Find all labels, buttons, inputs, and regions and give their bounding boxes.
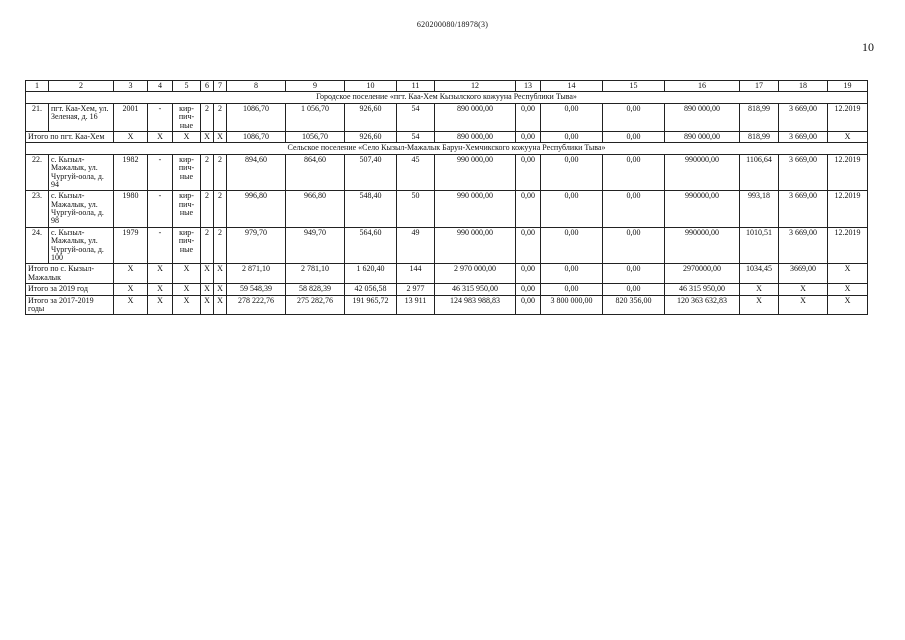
- table-cell: 49: [397, 227, 435, 264]
- table-cell: 0,00: [516, 191, 541, 228]
- table-cell: 0,00: [603, 131, 665, 142]
- table-cell: 59 548,39: [227, 284, 286, 295]
- table-cell: X: [828, 264, 868, 284]
- table-cell: 0,00: [541, 227, 603, 264]
- table-cell: 979,70: [227, 227, 286, 264]
- column-header-16: 16: [665, 81, 740, 92]
- total-label: Итого за 2019 год: [26, 284, 114, 295]
- table-cell: 12.2019: [828, 191, 868, 228]
- table-cell: X: [148, 295, 173, 315]
- table-cell: X: [114, 295, 148, 315]
- table-cell: 2970000,00: [665, 264, 740, 284]
- table-cell: 894,60: [227, 154, 286, 191]
- table-cell: -: [148, 191, 173, 228]
- column-header-1: 1: [26, 81, 49, 92]
- table-cell: кир-пич-ные: [173, 191, 201, 228]
- table-cell: 12.2019: [828, 103, 868, 131]
- column-number-row: [26, 81, 868, 92]
- table-cell: 0,00: [603, 264, 665, 284]
- column-header-18: 18: [779, 81, 828, 92]
- table-cell: 191 965,72: [345, 295, 397, 315]
- table-cell: 50: [397, 191, 435, 228]
- table-cell: 12.2019: [828, 154, 868, 191]
- table-row: [26, 227, 868, 264]
- table-cell: 0,00: [603, 154, 665, 191]
- column-header-2: 2: [49, 81, 114, 92]
- table-cell: 2 977: [397, 284, 435, 295]
- table-cell: 1979: [114, 227, 148, 264]
- table-cell: 864,60: [286, 154, 345, 191]
- table-cell: 0,00: [541, 103, 603, 131]
- subtotal-row: [26, 264, 868, 284]
- column-header-12: 12: [435, 81, 516, 92]
- total-label: Итого по пгт. Каа-Хем: [26, 131, 114, 142]
- table-cell: 966,80: [286, 191, 345, 228]
- column-header-17: 17: [740, 81, 779, 92]
- table-cell: 818,99: [740, 103, 779, 131]
- table-cell: X: [214, 284, 227, 295]
- table-cell: 990000,00: [665, 191, 740, 228]
- table-cell: 275 282,76: [286, 295, 345, 315]
- table-cell: 0,00: [516, 154, 541, 191]
- table-cell: 564,60: [345, 227, 397, 264]
- table-cell: 548,40: [345, 191, 397, 228]
- table-cell: 0,00: [603, 284, 665, 295]
- table-cell: X: [740, 295, 779, 315]
- table-cell: 1086,70: [227, 131, 286, 142]
- table-cell: 1010,51: [740, 227, 779, 264]
- table-cell: 0,00: [603, 191, 665, 228]
- table-cell: 2: [214, 154, 227, 191]
- table-cell: 990000,00: [665, 154, 740, 191]
- table-cell: 949,70: [286, 227, 345, 264]
- table-cell: X: [201, 295, 214, 315]
- table-cell: кир-пич-ные: [173, 154, 201, 191]
- total-label: Итого за 2017-2019 годы: [26, 295, 114, 315]
- page-number: 10: [862, 40, 874, 54]
- section-header-row: [26, 143, 868, 154]
- table-cell: 13 911: [397, 295, 435, 315]
- grand-total-row: [26, 284, 868, 295]
- table-cell: 990 000,00: [435, 227, 516, 264]
- table-cell: 2: [214, 191, 227, 228]
- table-cell: 3669,00: [779, 264, 828, 284]
- table-cell: 818,99: [740, 131, 779, 142]
- table-cell: 820 356,00: [603, 295, 665, 315]
- table-cell: 507,40: [345, 154, 397, 191]
- table-cell: X: [214, 131, 227, 142]
- table-cell: X: [148, 264, 173, 284]
- table-cell: X: [740, 284, 779, 295]
- section-title: Городское поселение «пгт. Каа-Хем Кызылского кожууна Республики Тыва»: [26, 92, 868, 103]
- table-cell: 1056,70: [286, 131, 345, 142]
- table-cell: 3 669,00: [779, 103, 828, 131]
- table-cell: X: [201, 131, 214, 142]
- column-header-8: 8: [227, 81, 286, 92]
- grand-total-row: [26, 295, 868, 315]
- table-cell: 2 871,10: [227, 264, 286, 284]
- table-cell: X: [828, 295, 868, 315]
- column-header-15: 15: [603, 81, 665, 92]
- table-cell: 58 828,39: [286, 284, 345, 295]
- table-cell: 996,80: [227, 191, 286, 228]
- table-cell: с. Кызыл-Мажалык, ул. Чургуй-оола, д. 94: [49, 154, 114, 191]
- table-cell: 0,00: [541, 284, 603, 295]
- column-header-10: 10: [345, 81, 397, 92]
- table-cell: 1 620,40: [345, 264, 397, 284]
- column-header-19: 19: [828, 81, 868, 92]
- table-cell: 120 363 632,83: [665, 295, 740, 315]
- table-cell: X: [148, 131, 173, 142]
- table-cell: 1034,45: [740, 264, 779, 284]
- table-cell: 0,00: [541, 191, 603, 228]
- table-cell: 46 315 950,00: [665, 284, 740, 295]
- table-row: [26, 154, 868, 191]
- table-cell: 0,00: [541, 264, 603, 284]
- table-cell: X: [779, 295, 828, 315]
- table-cell: 24.: [26, 227, 49, 264]
- column-header-4: 4: [148, 81, 173, 92]
- table-cell: 278 222,76: [227, 295, 286, 315]
- table-cell: 124 983 988,83: [435, 295, 516, 315]
- table-cell: 2 781,10: [286, 264, 345, 284]
- table-cell: 0,00: [516, 284, 541, 295]
- table-cell: X: [214, 295, 227, 315]
- table-cell: 3 669,00: [779, 227, 828, 264]
- table-cell: с. Кызыл-Мажалык, ул. Чургуй-оола, д. 98: [49, 191, 114, 228]
- table-cell: 1 056,70: [286, 103, 345, 131]
- table-cell: кир-пич-ные: [173, 227, 201, 264]
- table-cell: 926,60: [345, 103, 397, 131]
- table-cell: X: [201, 284, 214, 295]
- column-header-11: 11: [397, 81, 435, 92]
- table-cell: 2001: [114, 103, 148, 131]
- table-cell: -: [148, 227, 173, 264]
- column-header-6: 6: [201, 81, 214, 92]
- table-cell: X: [828, 131, 868, 142]
- table-cell: 0,00: [541, 154, 603, 191]
- section-title: Сельское поселение «Село Кызыл-Мажалык Барун-Хемчикского кожууна Республики Тыва»: [26, 143, 868, 154]
- table-cell: 0,00: [516, 131, 541, 142]
- column-header-3: 3: [114, 81, 148, 92]
- table-cell: X: [114, 264, 148, 284]
- table-cell: 3 800 000,00: [541, 295, 603, 315]
- table-cell: пгт. Каа-Хем, ул. Зеленая, д. 16: [49, 103, 114, 131]
- table-cell: 12.2019: [828, 227, 868, 264]
- table-cell: X: [779, 284, 828, 295]
- table-cell: 0,00: [516, 295, 541, 315]
- table-cell: 144: [397, 264, 435, 284]
- table-cell: 22.: [26, 154, 49, 191]
- table-cell: 890 000,00: [435, 131, 516, 142]
- table-cell: с. Кызыл-Мажалык, ул. Чургуй-оола, д. 100: [49, 227, 114, 264]
- table-cell: X: [173, 284, 201, 295]
- table-cell: X: [828, 284, 868, 295]
- table-cell: 1086,70: [227, 103, 286, 131]
- table-cell: 926,60: [345, 131, 397, 142]
- table-cell: 2 970 000,00: [435, 264, 516, 284]
- table-cell: 0,00: [603, 103, 665, 131]
- table-cell: 890 000,00: [665, 131, 740, 142]
- column-header-7: 7: [214, 81, 227, 92]
- table-cell: 0,00: [516, 227, 541, 264]
- table-cell: 2: [214, 103, 227, 131]
- table-cell: 890 000,00: [435, 103, 516, 131]
- housing-repair-table: [25, 80, 868, 315]
- table-cell: X: [148, 284, 173, 295]
- table-cell: 990 000,00: [435, 191, 516, 228]
- table-cell: 0,00: [516, 103, 541, 131]
- column-header-14: 14: [541, 81, 603, 92]
- table-cell: кир-пич-ные: [173, 103, 201, 131]
- table-cell: 2: [201, 103, 214, 131]
- table-cell: -: [148, 154, 173, 191]
- table-cell: 0,00: [541, 131, 603, 142]
- table-cell: 2: [201, 191, 214, 228]
- table-cell: X: [114, 284, 148, 295]
- table-cell: X: [173, 295, 201, 315]
- table-cell: 1982: [114, 154, 148, 191]
- table-cell: X: [201, 264, 214, 284]
- table-cell: X: [173, 131, 201, 142]
- table-cell: 1106,64: [740, 154, 779, 191]
- table-cell: 2: [201, 227, 214, 264]
- table-cell: 0,00: [603, 227, 665, 264]
- column-header-13: 13: [516, 81, 541, 92]
- table-cell: 993,18: [740, 191, 779, 228]
- table-cell: 2: [201, 154, 214, 191]
- subtotal-row: [26, 131, 868, 142]
- document-registration-number: 620200080/18978(3): [416, 20, 489, 29]
- table-cell: -: [148, 103, 173, 131]
- table-row: [26, 103, 868, 131]
- table-cell: 990000,00: [665, 227, 740, 264]
- table-cell: 54: [397, 103, 435, 131]
- table-cell: X: [214, 264, 227, 284]
- table-cell: X: [173, 264, 201, 284]
- table-cell: 2: [214, 227, 227, 264]
- table-cell: 46 315 950,00: [435, 284, 516, 295]
- table-cell: 3 669,00: [779, 154, 828, 191]
- table-cell: 45: [397, 154, 435, 191]
- table-cell: 23.: [26, 191, 49, 228]
- table-cell: X: [114, 131, 148, 142]
- table-cell: 990 000,00: [435, 154, 516, 191]
- table-cell: 54: [397, 131, 435, 142]
- table-cell: 3 669,00: [779, 131, 828, 142]
- table-cell: 3 669,00: [779, 191, 828, 228]
- table-cell: 1980: [114, 191, 148, 228]
- column-header-9: 9: [286, 81, 345, 92]
- total-label: Итого по с. Кызыл-Мажалык: [26, 264, 114, 284]
- column-header-5: 5: [173, 81, 201, 92]
- table-row: [26, 191, 868, 228]
- table-cell: 890 000,00: [665, 103, 740, 131]
- table-cell: 0,00: [516, 264, 541, 284]
- table-body: [26, 92, 868, 315]
- table-cell: 21.: [26, 103, 49, 131]
- table-cell: 42 056,58: [345, 284, 397, 295]
- section-header-row: [26, 92, 868, 103]
